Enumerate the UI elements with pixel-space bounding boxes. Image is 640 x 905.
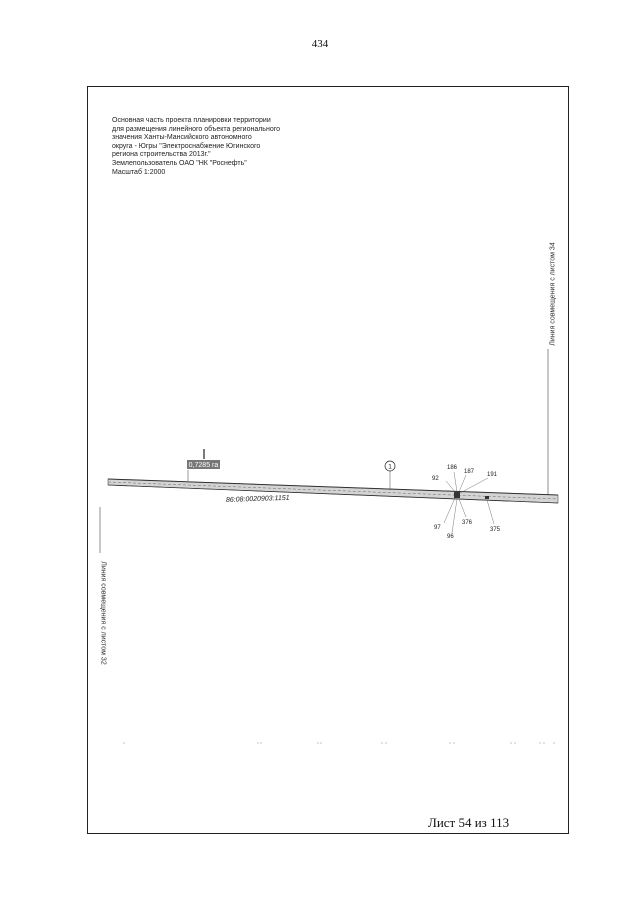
leader-96: [452, 499, 457, 533]
point-label-186: 186: [447, 465, 458, 471]
title-line: значения Ханты-Мансийского автономного: [112, 134, 252, 142]
grid-ticks: [123, 742, 554, 743]
area-label: 0,7285 га: [188, 462, 219, 469]
leader-187: [459, 475, 466, 492]
leader-186: [454, 472, 457, 492]
point-square: [485, 496, 489, 499]
point-label-191: 191: [487, 472, 498, 478]
leader-97: [444, 498, 455, 523]
point-cluster-marker: [454, 491, 460, 498]
point-label-96: 96: [447, 534, 454, 540]
leader-191: [460, 478, 488, 493]
title-line: региона строительства 2013г.": [112, 151, 211, 159]
circle-marker-label: 1: [388, 463, 392, 471]
sheet-footer: Лист 54 из 113: [428, 815, 510, 830]
title-line: Землепользователь ОАО "НК "Роснефть": [112, 159, 247, 167]
title-line: Основная часть проекта планировки территории: [112, 117, 271, 124]
point-label-97: 97: [434, 525, 441, 531]
page-number: 434: [311, 38, 329, 50]
title-line: для размещения линейного объекта регионального: [112, 125, 280, 133]
title-line: округа - Югры "Электроснабжение Югинского: [112, 142, 261, 150]
cadastral-number: 86:08:0020903:1151: [225, 494, 290, 504]
corridor-centerline: [108, 482, 558, 499]
point-label-187: 187: [464, 469, 475, 475]
drawing-sheet: [87, 86, 569, 834]
leader-376: [459, 499, 466, 517]
leader-375: [487, 500, 494, 524]
map-drawing: [88, 87, 568, 833]
point-label-376: 376: [462, 520, 473, 526]
alignment-label-right: Линия совмещения с листом 34: [549, 242, 557, 346]
title-line: Масштаб 1:2000: [112, 168, 166, 176]
point-label-375: 375: [490, 527, 501, 533]
point-label-92: 92: [432, 476, 439, 482]
corridor-band: [108, 479, 558, 503]
alignment-label-left: Линия совмещения с листом 32: [99, 561, 107, 665]
